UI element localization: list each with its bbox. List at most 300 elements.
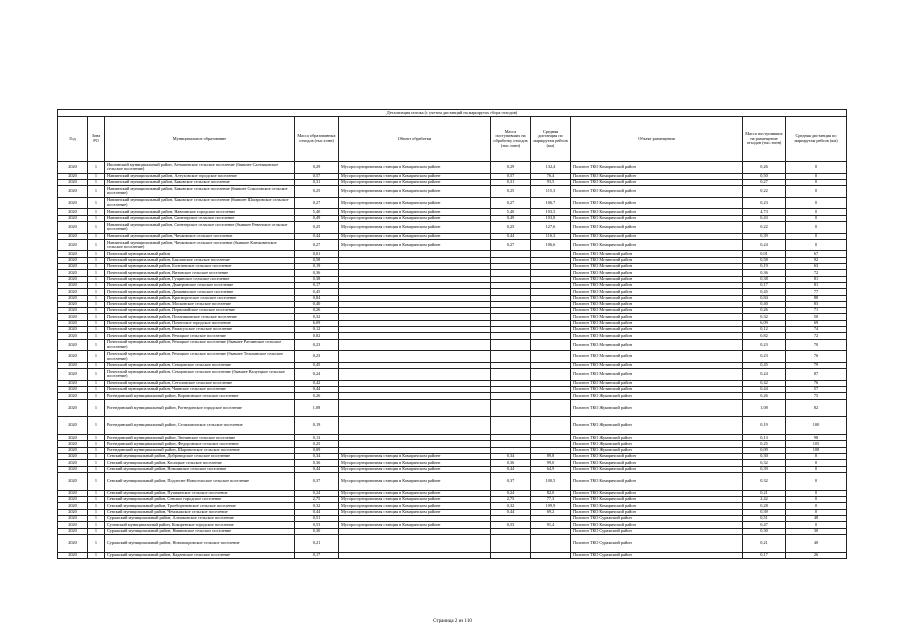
cell-distance-disposal: 50	[786, 314, 847, 320]
col-header-year: Год	[58, 117, 88, 162]
cell-mass-disposal: 0,19	[743, 264, 786, 270]
cell-mass-generated: 0,57	[295, 173, 339, 179]
cell-disposal-object: Полигон ТКО Мглинский район	[571, 289, 743, 295]
cell-mass-disposal: 0,26	[743, 162, 786, 174]
cell-mass-processing	[491, 339, 531, 351]
cell-disposal-object: Полигон ТКО Комаричский район	[571, 497, 743, 503]
table-row	[58, 221, 847, 233]
cell-mass-generated: 0,32	[295, 503, 339, 509]
cell-processing-object: Мусоросортировочная станция в Комаричском районе	[339, 490, 491, 496]
cell-mass-processing: 2,75	[491, 497, 531, 503]
cell-processing-object	[339, 534, 491, 552]
cell-zone: 1	[88, 417, 105, 435]
cell-mass-disposal: 1,08	[743, 399, 786, 417]
cell-processing-object: Мусоросортировочная станция в Комаричском районе	[339, 460, 491, 466]
cell-distance-processing: 89,8	[531, 454, 571, 460]
cell-disposal-object: Полигон ТКО Жуковский район	[571, 447, 743, 453]
cell-mass-disposal: 0,23	[743, 351, 786, 363]
cell-distance-disposal: 88	[786, 295, 847, 301]
cell-zone: 1	[88, 362, 105, 368]
cell-mass-disposal: 0,26	[743, 393, 786, 399]
cell-disposal-object: Полигон ТКО Комаричский район	[571, 215, 743, 221]
cell-mass-disposal: 0,32	[743, 472, 786, 490]
cell-municipality: Севский муниципальный район, Троебортновское сельское поселение	[105, 503, 295, 509]
cell-distance-disposal: 76	[786, 380, 847, 386]
cell-municipality: Ишлинский муниципальный район, Атнашевское сельское поселение (бывшее Салтыковское сельское поселение)	[105, 162, 295, 174]
cell-year: 2020	[58, 197, 88, 209]
cell-distance-processing: 103,5	[531, 209, 571, 215]
cell-municipality: Почепский муниципальный район, Первомайское сельское поселение	[105, 308, 295, 314]
cell-distance-disposal: 0	[786, 221, 847, 233]
col-header-disposal-object: Объект размещения	[571, 117, 743, 162]
cell-mass-processing: 0,57	[491, 173, 531, 179]
cell-distance-disposal: 57	[786, 386, 847, 392]
cell-distance-processing	[531, 399, 571, 417]
col-header-zone: Зона РО	[88, 117, 105, 162]
cell-municipality: Рогнединский муниципальный район, Тюнинское сельское поселение	[105, 435, 295, 441]
cell-year: 2020	[58, 515, 88, 521]
table-row	[58, 552, 847, 558]
cell-mass-processing: 0,24	[491, 490, 531, 496]
cell-mass-disposal: 0,01	[743, 251, 786, 257]
cell-mass-processing: 0,44	[491, 509, 531, 515]
cell-year: 2020	[58, 386, 88, 392]
cell-distance-disposal: 0	[786, 460, 847, 466]
cell-mass-generated: 0,53	[295, 522, 339, 528]
page-footer: Страница 2 из 110	[433, 619, 472, 624]
cell-year: 2020	[58, 179, 88, 185]
cell-year: 2020	[58, 454, 88, 460]
table-header-row	[58, 117, 847, 162]
cell-mass-disposal: 0,45	[743, 289, 786, 295]
cell-processing-object	[339, 339, 491, 351]
cell-municipality: Навлинский муниципальный район, Навлинское городское поселение	[105, 209, 295, 215]
cell-disposal-object: Полигон ТКО Комаричский район	[571, 209, 743, 215]
cell-municipality: Почепский муниципальный район, Дмитровское сельское поселение	[105, 282, 295, 288]
cell-disposal-object: Полигон ТКО Суражский район	[571, 528, 743, 534]
cell-distance-disposal: 0	[786, 197, 847, 209]
cell-mass-processing: 0,36	[491, 460, 531, 466]
cell-zone: 1	[88, 552, 105, 558]
cell-distance-processing	[531, 534, 571, 552]
cell-distance-processing	[531, 339, 571, 351]
cell-mass-disposal: 0,22	[743, 186, 786, 198]
cell-year: 2020	[58, 239, 88, 251]
cell-municipality: Почепский муниципальный район, Польниковское сельское поселение	[105, 314, 295, 320]
cell-distance-processing: 132,4	[531, 162, 571, 174]
cell-zone: 1	[88, 179, 105, 185]
cell-year: 2020	[58, 509, 88, 515]
cell-mass-generated: 0,44	[295, 233, 339, 239]
col-header-distance-processing: Средняя дистанция по маршрутам рейсов (км)	[531, 117, 571, 162]
cell-processing-object: Мусоросортировочная станция в Комаричском районе	[339, 472, 491, 490]
cell-mass-processing: 0,31	[491, 179, 531, 185]
cell-zone: 1	[88, 239, 105, 251]
cell-distance-disposal: 81	[786, 282, 847, 288]
cell-distance-processing: 76,4	[531, 173, 571, 179]
cell-year: 2020	[58, 270, 88, 276]
cell-distance-disposal: 0	[786, 162, 847, 174]
cell-disposal-object: Полигон ТКО Мглинский район	[571, 351, 743, 363]
cell-disposal-object: Полигон ТКО Мглинский район	[571, 270, 743, 276]
cell-distance-disposal: 0	[786, 490, 847, 496]
cell-distance-disposal: 0	[786, 239, 847, 251]
cell-zone: 1	[88, 441, 105, 447]
cell-mass-generated: 0,32	[295, 314, 339, 320]
cell-year: 2020	[58, 339, 88, 351]
cell-mass-generated: 0,13	[295, 435, 339, 441]
cell-mass-processing: 5,40	[491, 209, 531, 215]
cell-mass-processing	[491, 417, 531, 435]
cell-year: 2020	[58, 503, 88, 509]
cell-mass-generated: 6,09	[295, 320, 339, 326]
cell-disposal-object: Полигон ТКО Жуковский район	[571, 399, 743, 417]
cell-disposal-object: Полигон ТКО Комаричский район	[571, 460, 743, 466]
cell-distance-disposal: 75	[786, 393, 847, 399]
cell-mass-disposal: 0,40	[743, 301, 786, 307]
cell-mass-disposal: 0,28	[743, 503, 786, 509]
col-header-mass-disposal: Масса поступивших на размещение отходов (тыс.тонн)	[743, 117, 786, 162]
cell-municipality: Рогнединский муниципальный район, Вороновское сельское поселение	[105, 393, 295, 399]
cell-distance-processing: 82,0	[531, 490, 571, 496]
cell-distance-processing: 99,0	[531, 460, 571, 466]
cell-zone: 1	[88, 308, 105, 314]
cell-municipality: Почепский муниципальный район, Краснорогское сельское поселение	[105, 295, 295, 301]
table-row	[58, 339, 847, 351]
cell-disposal-object: Полигон ТКО Суражский район	[571, 534, 743, 552]
cell-disposal-object: Полигон ТКО Мглинский район	[571, 301, 743, 307]
cell-municipality: Навлинский муниципальный район, Синезерское сельское поселение (бывшее Ревенское сельское поселение)	[105, 221, 295, 233]
cell-distance-processing: 91,4	[531, 522, 571, 528]
cell-processing-object: Мусоросортировочная станция в Комаричском районе	[339, 522, 491, 528]
cell-distance-disposal: 40	[786, 534, 847, 552]
table-row	[58, 369, 847, 381]
cell-mass-disposal: 0,50	[743, 173, 786, 179]
cell-year: 2020	[58, 327, 88, 333]
cell-municipality: Севский муниципальный район, Косицкое сельское поселение	[105, 460, 295, 466]
cell-mass-disposal: 0,13	[743, 435, 786, 441]
cell-zone: 1	[88, 393, 105, 399]
cell-municipality: Навлинский муниципальный район, Бяковское сельское поселение (бывшее Шагаровское сельское поселение)	[105, 197, 295, 209]
cell-distance-disposal: 0	[786, 509, 847, 515]
cell-zone: 1	[88, 522, 105, 528]
cell-mass-generated: 0,31	[295, 179, 339, 185]
cell-municipality: Севский муниципальный район, Севское городское поселение	[105, 497, 295, 503]
cell-mass-disposal: 0,23	[743, 197, 786, 209]
cell-distance-processing	[531, 417, 571, 435]
cell-mass-disposal: 4,73	[743, 209, 786, 215]
cell-year: 2020	[58, 162, 88, 174]
cell-distance-processing: 127,6	[531, 221, 571, 233]
cell-mass-generated: 0,44	[295, 466, 339, 472]
cell-mass-disposal: 0,21	[743, 490, 786, 496]
cell-mass-processing: 0,34	[491, 454, 531, 460]
cell-zone: 1	[88, 314, 105, 320]
cell-mass-disposal: 0,09	[743, 447, 786, 453]
cell-disposal-object: Полигон ТКО Мглинский район	[571, 314, 743, 320]
cell-municipality: Почепский муниципальный район	[105, 251, 295, 257]
cell-mass-generated: 0,19	[295, 417, 339, 435]
cell-mass-disposal: 0,22	[743, 221, 786, 233]
cell-mass-generated: 0,45	[295, 362, 339, 368]
cell-municipality: Почепский муниципальный район, Бакланское сельское поселение	[105, 257, 295, 263]
cell-year: 2020	[58, 460, 88, 466]
cell-zone: 1	[88, 399, 105, 417]
cell-mass-processing: 0,25	[491, 186, 531, 198]
cell-mass-disposal: 0,43	[743, 215, 786, 221]
cell-mass-generated: 0,51	[295, 515, 339, 521]
cell-zone: 1	[88, 339, 105, 351]
cell-municipality: Почепский муниципальный район, Сетоловское сельское поселение	[105, 380, 295, 386]
cell-zone: 1	[88, 186, 105, 198]
cell-disposal-object: Полигон ТКО Мглинский район	[571, 369, 743, 381]
cell-distance-disposal: 81	[786, 276, 847, 282]
cell-mass-disposal: 0,24	[743, 239, 786, 251]
cell-distance-disposal: 77	[786, 289, 847, 295]
cell-municipality: Навлинский муниципальный район, Алтуховское городское поселение	[105, 173, 295, 179]
cell-zone: 1	[88, 466, 105, 472]
cell-distance-disposal: 72	[786, 270, 847, 276]
table-row	[58, 534, 847, 552]
cell-distance-processing: 93,5	[531, 179, 571, 185]
cell-municipality: Рогнединский муниципальный район, Селиловичское сельское поселение	[105, 417, 295, 435]
cell-disposal-object: Полигон ТКО Комаричский район	[571, 490, 743, 496]
cell-municipality: Навлинский муниципальный район, Чичковское сельское поселение (бывшее Клюковенское сельское поселение)	[105, 239, 295, 251]
cell-distance-disposal: 0	[786, 173, 847, 179]
cell-year: 2020	[58, 497, 88, 503]
cell-disposal-object: Полигон ТКО Мглинский район	[571, 333, 743, 339]
cell-processing-object: Мусоросортировочная станция в Комаричском районе	[339, 179, 491, 185]
cell-mass-disposal: 0,44	[743, 386, 786, 392]
cell-year: 2020	[58, 264, 88, 270]
cell-processing-object	[339, 552, 491, 558]
cell-year: 2020	[58, 186, 88, 198]
cell-municipality: Навлинский муниципальный район, Бяковское сельское поселение (бывшее Соколовское сельское поселение)	[105, 186, 295, 198]
cell-year: 2020	[58, 441, 88, 447]
cell-distance-processing: 69,2	[531, 509, 571, 515]
cell-zone: 1	[88, 435, 105, 441]
cell-year: 2020	[58, 308, 88, 314]
cell-zone: 1	[88, 534, 105, 552]
cell-year: 2020	[58, 173, 88, 179]
cell-municipality: Почепский муниципальный район, Болтаевское сельское поселение	[105, 264, 295, 270]
cell-mass-generated: 0,26	[295, 393, 339, 399]
cell-zone: 1	[88, 490, 105, 496]
cell-distance-disposal: 0	[786, 215, 847, 221]
cell-zone: 1	[88, 264, 105, 270]
cell-municipality: Навлинский муниципальный район, Чичковское сельское поселение	[105, 233, 295, 239]
cell-mass-processing	[491, 399, 531, 417]
cell-mass-disposal: 6,09	[743, 320, 786, 326]
cell-zone: 1	[88, 472, 105, 490]
cell-distance-disposal: 0	[786, 522, 847, 528]
cell-disposal-object: Полигон ТКО Мглинский район	[571, 380, 743, 386]
cell-municipality: Суражский муниципальный район, Нивновское сельское поселение	[105, 528, 295, 534]
cell-municipality: Почепский муниципальный район, Речицкое сельское поселение (бывшее Тельчанское сельское поселение)	[105, 351, 295, 363]
cell-disposal-object: Полигон ТКО Суражский район	[571, 552, 743, 558]
cell-mass-disposal: 2,42	[743, 497, 786, 503]
cell-disposal-object: Полигон ТКО Мглинский район	[571, 282, 743, 288]
cell-mass-disposal: 0,30	[743, 454, 786, 460]
cell-processing-object: Мусоросортировочная станция в Комаричском районе	[339, 197, 491, 209]
cell-mass-disposal: 0,23	[743, 339, 786, 351]
cell-disposal-object: Полигон ТКО Суражский район	[571, 515, 743, 521]
table-row	[58, 351, 847, 363]
cell-distance-disposal: 87	[786, 369, 847, 381]
cell-zone: 1	[88, 221, 105, 233]
cell-zone: 1	[88, 509, 105, 515]
cell-year: 2020	[58, 221, 88, 233]
cell-mass-generated: 0,58	[295, 257, 339, 263]
cell-zone: 1	[88, 351, 105, 363]
table-row	[58, 472, 847, 490]
cell-year: 2020	[58, 333, 88, 339]
cell-distance-processing: 106,6	[531, 239, 571, 251]
cell-distance-disposal: 0	[786, 186, 847, 198]
cell-zone: 1	[88, 386, 105, 392]
cell-mass-processing: 0,32	[491, 503, 531, 509]
cell-mass-generated: 0,40	[295, 301, 339, 307]
cell-distance-processing: 106,7	[531, 197, 571, 209]
table-row	[58, 186, 847, 198]
cell-year: 2020	[58, 276, 88, 282]
cell-municipality: Рогнединский муниципальный район, Рогнединское городское поселение	[105, 399, 295, 417]
cell-distance-disposal: 79	[786, 362, 847, 368]
col-header-distance-disposal: Средняя дистанция по маршрутам рейсов (км)	[786, 117, 847, 162]
cell-disposal-object: Полигон ТКО Мглинский район	[571, 362, 743, 368]
cell-mass-generated: 0,37	[295, 472, 339, 490]
cell-mass-generated: 0,49	[295, 215, 339, 221]
cell-mass-processing: 0,44	[491, 466, 531, 472]
cell-year: 2020	[58, 393, 88, 399]
cell-year: 2020	[58, 215, 88, 221]
cell-distance-disposal: 30	[786, 528, 847, 534]
cell-mass-generated: 0,25	[295, 186, 339, 198]
cell-disposal-object: Полигон ТКО Мглинский район	[571, 276, 743, 282]
cell-mass-processing	[491, 552, 531, 558]
cell-municipality: Почепский муниципальный район, Почепское городское поселение	[105, 320, 295, 326]
cell-distance-disposal: 71	[786, 308, 847, 314]
cell-mass-generated: 0,09	[295, 447, 339, 453]
cell-year: 2020	[58, 466, 88, 472]
cell-mass-generated: 0,34	[295, 454, 339, 460]
cell-zone: 1	[88, 460, 105, 466]
cell-municipality: Почепский муниципальный район, Чаянское сельское поселение	[105, 386, 295, 392]
cell-distance-processing: 115,3	[531, 186, 571, 198]
cell-zone: 1	[88, 295, 105, 301]
cell-zone: 1	[88, 233, 105, 239]
cell-mass-generated: 0,82	[295, 333, 339, 339]
cell-year: 2020	[58, 233, 88, 239]
cell-zone: 1	[88, 320, 105, 326]
cell-mass-disposal: 0,38	[743, 276, 786, 282]
cell-municipality: Севский муниципальный район, Подлесно-Новосельское сельское поселение	[105, 472, 295, 490]
col-header-municipality: Муниципальное образование	[105, 117, 295, 162]
cell-zone: 1	[88, 289, 105, 295]
cell-municipality: Суражский муниципальный район, Алешковское сельское поселение	[105, 515, 295, 521]
cell-mass-disposal: 0,42	[743, 380, 786, 386]
cell-zone: 1	[88, 276, 105, 282]
cell-year: 2020	[58, 522, 88, 528]
cell-municipality: Рогнединский муниципальный район, Федоровское сельское поселение	[105, 441, 295, 447]
cell-processing-object: Мусоросортировочная станция в Комаричском районе	[339, 173, 491, 179]
cell-zone: 1	[88, 503, 105, 509]
cell-distance-disposal: 0	[786, 472, 847, 490]
cell-disposal-object: Полигон ТКО Мглинский район	[571, 386, 743, 392]
cell-year: 2020	[58, 490, 88, 496]
cell-municipality: Навлинский муниципальный район, Бяковское сельское поселение	[105, 179, 295, 185]
cell-zone: 1	[88, 282, 105, 288]
cell-mass-disposal: 0,39	[743, 233, 786, 239]
cell-processing-object: Мусоросортировочная станция в Комаричском районе	[339, 209, 491, 215]
cell-municipality: Навлинский муниципальный район, Синезерское сельское поселение	[105, 215, 295, 221]
cell-distance-disposal: 98	[786, 435, 847, 441]
cell-processing-object: Мусоросортировочная станция в Комаричском районе	[339, 186, 491, 198]
col-header-mass-processing: Масса поступивших на обработку отходов (тыс.тонн)	[491, 117, 531, 162]
cell-mass-disposal: 0,17	[743, 282, 786, 288]
cell-mass-generated: 0,12	[295, 327, 339, 333]
cell-mass-generated: 0,01	[295, 251, 339, 257]
cell-mass-generated: 2,75	[295, 497, 339, 503]
cell-processing-object: Мусоросортировочная станция в Комаричском районе	[339, 162, 491, 174]
cell-processing-object	[339, 351, 491, 363]
cell-year: 2020	[58, 251, 88, 257]
cell-mass-generated: 0,23	[295, 339, 339, 351]
table-row	[58, 399, 847, 417]
cell-mass-generated: 0,24	[295, 369, 339, 381]
table-row	[58, 417, 847, 435]
cell-municipality: Суземский муниципальный район, Кокоревское городское поселение	[105, 522, 295, 528]
cell-disposal-object: Полигон ТКО Комаричский район	[571, 503, 743, 509]
cell-zone: 1	[88, 251, 105, 257]
cell-disposal-object: Полигон ТКО Комаричский район	[571, 221, 743, 233]
cell-zone: 1	[88, 173, 105, 179]
cell-distance-disposal: 67	[786, 251, 847, 257]
cell-year: 2020	[58, 472, 88, 490]
cell-processing-object: Мусоросортировочная станция в Комаричском районе	[339, 454, 491, 460]
cell-mass-generated: 0,19	[295, 264, 339, 270]
cell-municipality: Суражский муниципальный район, Кадеевское сельское поселение	[105, 552, 295, 558]
cell-distance-disposal: 48	[786, 515, 847, 521]
cell-mass-disposal: 0,21	[743, 534, 786, 552]
cell-distance-processing	[531, 351, 571, 363]
cell-mass-generated: 0,25	[295, 221, 339, 233]
cell-distance-processing: 100,5	[531, 472, 571, 490]
cell-mass-disposal: 0,32	[743, 460, 786, 466]
cell-zone: 1	[88, 270, 105, 276]
cell-mass-disposal: 0,36	[743, 270, 786, 276]
cell-year: 2020	[58, 257, 88, 263]
cell-municipality: Рогнединский муниципальный район, Шаровичское сельское поселение	[105, 447, 295, 453]
cell-municipality: Почепский муниципальный район, Витовское сельское поселение	[105, 270, 295, 276]
cell-disposal-object: Полигон ТКО Мглинский район	[571, 320, 743, 326]
cell-mass-processing	[491, 369, 531, 381]
cell-disposal-object: Полигон ТКО Мглинский район	[571, 264, 743, 270]
cell-distance-processing	[531, 552, 571, 558]
cell-disposal-object: Полигон ТКО Мглинский район	[571, 339, 743, 351]
cell-disposal-object: Полигон ТКО Мглинский район	[571, 295, 743, 301]
cell-distance-disposal: 69	[786, 320, 847, 326]
table-caption-row	[58, 110, 847, 117]
cell-mass-disposal: 0,84	[743, 295, 786, 301]
cell-distance-disposal: 108	[786, 447, 847, 453]
cell-distance-disposal: 0	[786, 209, 847, 215]
cell-year: 2020	[58, 282, 88, 288]
cell-disposal-object: Полигон ТКО Комаричский район	[571, 173, 743, 179]
table-caption: Детализация потока (с учетом дистанций на маршрутах сбора отходов)	[58, 110, 847, 117]
cell-mass-generated: 0,30	[295, 528, 339, 534]
table-row	[58, 162, 847, 174]
